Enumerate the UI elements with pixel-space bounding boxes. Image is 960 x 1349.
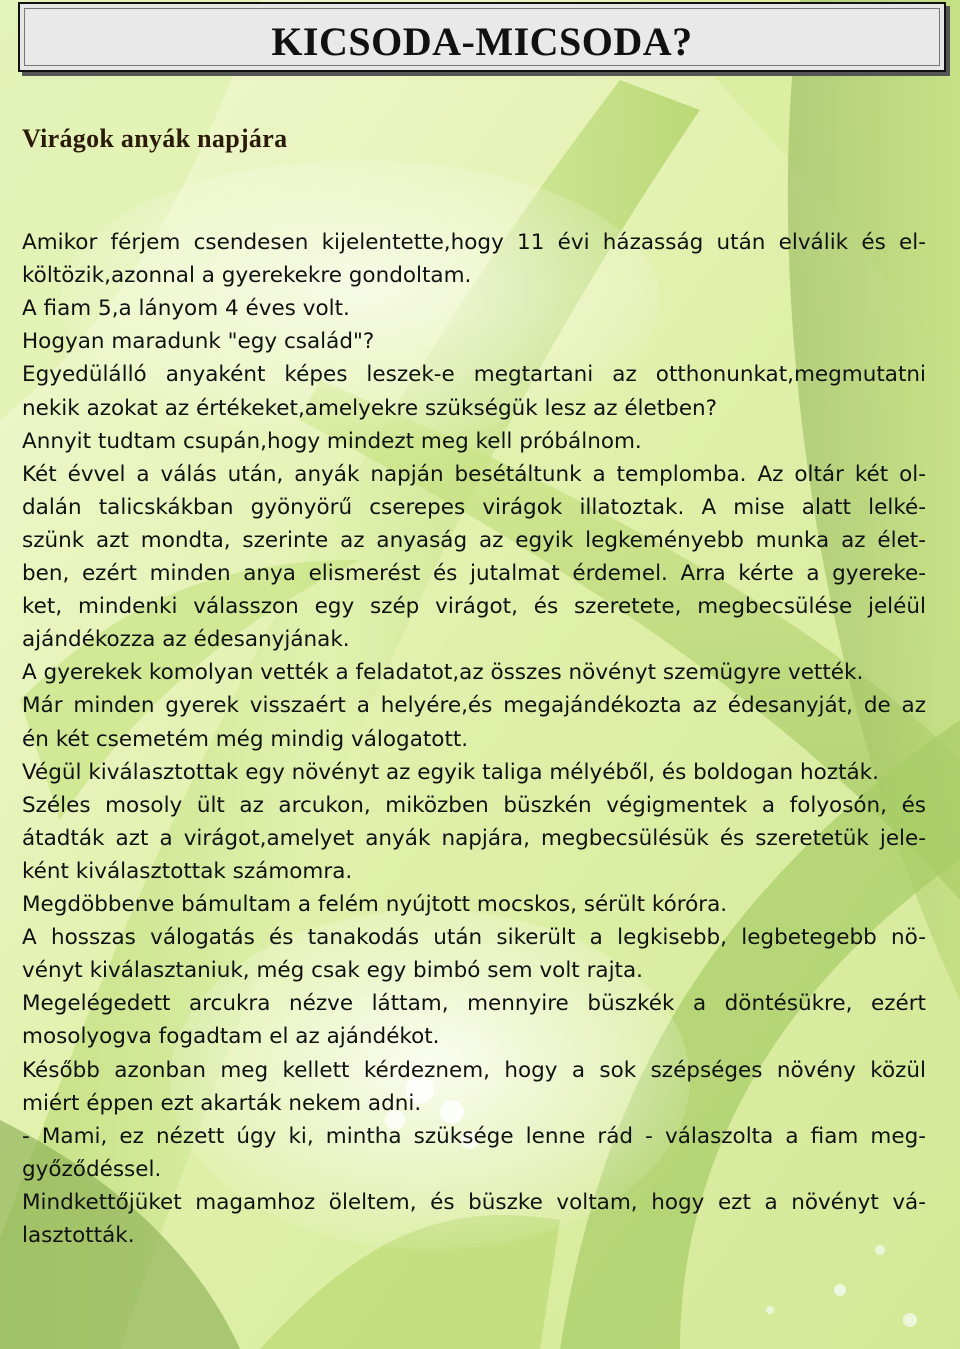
- paragraph-line: ajándékozza az édesanyjának.: [22, 627, 350, 653]
- paragraph-line: költözik,azonnal a gyerekekre gondoltam.: [22, 263, 472, 289]
- paragraph-line: Végül kiválasztottak egy növényt az egyik taliga mélyéből, és boldogan hozták.: [22, 759, 879, 785]
- paragraph-line: Megdöbbenve bámultam a felém nyújtott mocskos, sérült kóróra.: [22, 892, 728, 917]
- paragraph-line: Később azonban meg kellett kérdeznem, hogy a sok szépséges növény közül: [22, 1057, 926, 1083]
- paragraph-line: ben, ezért minden anya elismerést és jutalmat érdemel. Arra kérte a gyereke-: [22, 561, 926, 586]
- section-header-box: [18, 2, 946, 72]
- paragraph-line: A gyerekek komolyan vették a feladatot,az összes növényt szemügyre vették.: [22, 660, 864, 686]
- paragraph-line: dalán talicskákban gyönyörű cserepes virágok illatoztak. A mise alatt lelké-: [22, 494, 926, 520]
- paragraph-line: Már minden gyerek visszaért a helyére,és megajándékozta az édesanyját, de az: [22, 693, 926, 719]
- section-header-inner: [24, 8, 940, 66]
- paragraph-line: lasztották.: [22, 1223, 135, 1248]
- paragraph-line: vényt kiválasztaniuk, még csak egy bimbó sem volt rajta.: [22, 958, 643, 984]
- paragraph-line: miért éppen ezt akarták nekem adni.: [22, 1090, 422, 1116]
- paragraph-line: ként kiválasztottak számomra.: [22, 858, 353, 884]
- section-title: KICSODA-MICSODA?: [271, 19, 693, 64]
- paragraph-line: Hogyan maradunk "egy család"?: [22, 329, 375, 355]
- paragraph-line: - Mami, ez nézett úgy ki, mintha szüksége lenne rád - válaszolta a fiam meg-: [22, 1123, 926, 1149]
- paragraph-line: szünk azt mondta, szerinte az anyaság az egyik legkeményebb munka az élet-: [22, 527, 926, 553]
- paragraph-line: Mindkettőjüket magamhoz öleltem, és büszke voltam, hogy ezt a növényt vá-: [22, 1189, 926, 1215]
- paragraph-line: Megelégedett arcukra nézve láttam, mennyire büszkék a döntésükre, ezért: [22, 991, 926, 1017]
- paragraph-line: én két csemetém még mindig válogatott.: [22, 726, 469, 752]
- paragraph-line: A fiam 5,a lányom 4 éves volt.: [22, 296, 350, 322]
- article-title: Virágok anyák napjára: [22, 124, 288, 153]
- paragraph-line: átadták azt a virágot,amelyet anyák napjára, megbecsülésük és szeretetük jele-: [22, 825, 926, 851]
- paragraph-line: Két évvel a válás után, anyák napján besétáltunk a templomba. Az oltár két ol-: [22, 461, 926, 487]
- paragraph-line: Egyedülálló anyaként képes leszek-e megtartani az otthonunkat,megmutatni: [22, 362, 926, 388]
- paragraph-line: mosolyogva fogadtam el az ajándékot.: [22, 1024, 440, 1050]
- paragraph-line: Annyit tudtam csupán,hogy mindezt meg kell próbálnom.: [22, 428, 642, 454]
- paragraph-line: Amikor férjem csendesen kijelentette,hogy 11 évi házasság után elválik és el-: [22, 230, 926, 255]
- paragraph-line: Széles mosoly ült az arcukon, miközben büszkén végigmentek a folyosón, és: [22, 792, 926, 818]
- paragraph-line: A hosszas válogatás és tanakodás után sikerült a legkisebb, legbetegebb nö-: [22, 925, 926, 951]
- paragraph-line: nekik azokat az értékeket,amelyekre szükségük lesz az életben?: [22, 395, 718, 421]
- paragraph-line: győződéssel.: [22, 1156, 162, 1182]
- paragraph-line: ket, mindenki válasszon egy szép virágot, és szeretete, megbecsülése jeléül: [22, 594, 926, 620]
